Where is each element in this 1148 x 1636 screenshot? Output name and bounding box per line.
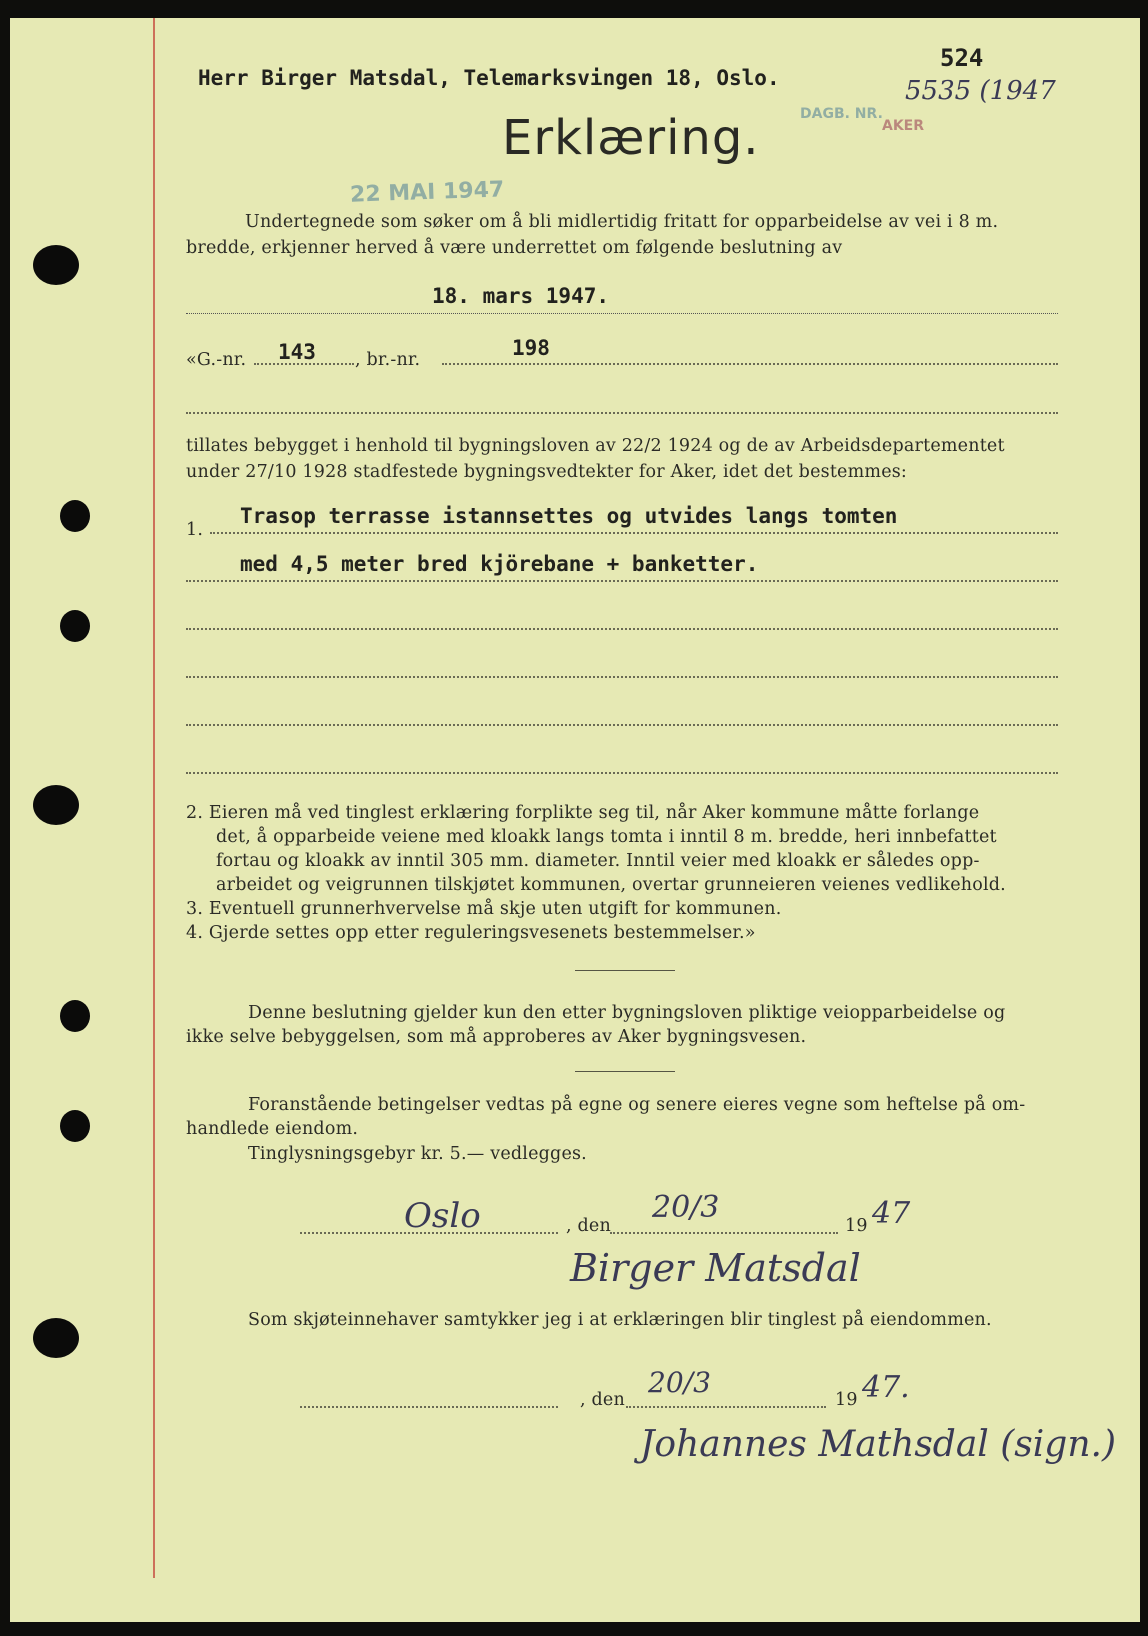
note-line-2: ikke selve bebyggelsen, som må approberes av Aker bygningsvesen. [186,1027,807,1047]
stamp-aker: AKER [882,118,925,134]
year-prefix-2: 19 [835,1390,858,1410]
stamped-number: 524 [940,44,984,72]
condition-2-line-2: det, å opparbeide veiene med kloakk langs tomta i inntil 8 m. bredde, heri innbefattet [216,827,997,847]
scan-border-right [1140,0,1148,1636]
binder-hole [60,1110,90,1142]
blank-line [186,724,1058,726]
divider [575,1071,675,1072]
bnr-label: , br.-nr. [355,350,421,370]
condition-3: 3. Eventuell grunnerhvervelse må skje uten utgift for kommunen. [186,899,782,919]
terms-line-1: Foranstående betingelser vedtas på egne og senere eieres vegne som heftelse på om- [248,1095,1026,1115]
intro-line-2: bredde, erkjenner herved å være underrettet om følgende beslutning av [186,238,843,258]
scan-border-left [0,0,10,1636]
blank-line [186,676,1058,678]
date-handwritten-2: 20/3 [648,1366,711,1399]
note-line-1: Denne beslutning gjelder kun den etter bygningsloven pliktige veiopparbeidelse og [248,1003,1006,1023]
blank-line [186,628,1058,630]
condition-1-line-2: med 4,5 meter bred kjörebane + banketter. [240,552,759,576]
binder-hole [33,245,79,285]
gnr-value: 143 [278,340,316,364]
binder-hole [33,1318,79,1358]
handwritten-reference: 5535 (1947 [905,76,1056,106]
received-date-stamp: 22 MAI 1947 [349,177,505,208]
den-label-2: , den [580,1390,625,1410]
fee-line: Tinglysningsgebyr kr. 5.— vedlegges. [248,1144,587,1164]
binder-hole [60,1000,90,1032]
den-label: , den [566,1216,611,1236]
blank-line [186,412,1058,414]
condition-1-line-1: Trasop terrasse istannsettes og utvides langs tomten [240,504,898,528]
condition-1-number: 1. [186,520,204,540]
scan-border-top [0,0,1148,18]
consent-line: Som skjøteinnehaver samtykker jeg i at erklæringen blir tinglest på eiendommen. [248,1310,992,1330]
signature-2: Johannes Mathsdal (sign.) [640,1424,1117,1465]
year-handwritten-2: 47. [862,1370,910,1405]
binder-hole [33,785,79,825]
binder-hole [60,500,90,532]
legal-line-1: tillates bebygget i henhold til bygningsloven av 22/2 1924 og de av Arbeidsdepartementet [186,436,1005,456]
divider [575,970,675,971]
binder-hole [60,610,90,642]
condition-2-line-3: fortau og kloakk av inntil 305 mm. diameter. Inntil veier med kloakk er således opp- [216,851,980,871]
place-dots-2 [300,1406,558,1408]
document-title: Erklæring. [502,110,760,166]
signature-1: Birger Matsdal [570,1246,861,1290]
header-address: Herr Birger Matsdal, Telemarksvingen 18, Oslo. [198,66,780,90]
bnr-value: 198 [512,336,550,360]
condition-2-line-1: 2. Eieren må ved tinglest erklæring forplikte seg til, når Aker kommune måtte forlange [186,803,980,823]
intro-line-1: Undertegnede som søker om å bli midlertidig fritatt for opparbeidelse av vei i 8 m. [245,212,999,232]
blank-line [186,772,1058,774]
terms-line-2: handlede eiendom. [186,1119,359,1139]
legal-line-2: under 27/10 1928 stadfestede bygningsvedtekter for Aker, idet det bestemmes: [186,462,908,482]
condition-4: 4. Gjerde settes opp etter reguleringsvesenets bestemmelser.» [186,923,756,943]
condition-line-2 [186,580,1058,582]
condition-line-1 [210,532,1058,534]
date-dots [610,1232,838,1234]
bnr-dots [442,363,1058,365]
margin-line [153,18,155,1578]
year-prefix: 19 [845,1216,868,1236]
condition-2-line-4: arbeidet og veigrunnen tilskjøtet kommunen, overtar grunneieren veienes vedlikehold. [216,875,1006,895]
date-underline [186,312,1058,314]
resolution-date: 18. mars 1947. [432,284,610,308]
stamp-dagb-nr: DAGB. NR. [800,106,883,122]
date-dots-2 [626,1406,826,1408]
scan-border-bottom [0,1622,1148,1636]
date-handwritten: 20/3 [652,1190,720,1225]
year-handwritten: 47 [872,1196,911,1231]
gnr-label: «G.-nr. [186,350,247,370]
place-handwritten: Oslo [404,1196,481,1236]
